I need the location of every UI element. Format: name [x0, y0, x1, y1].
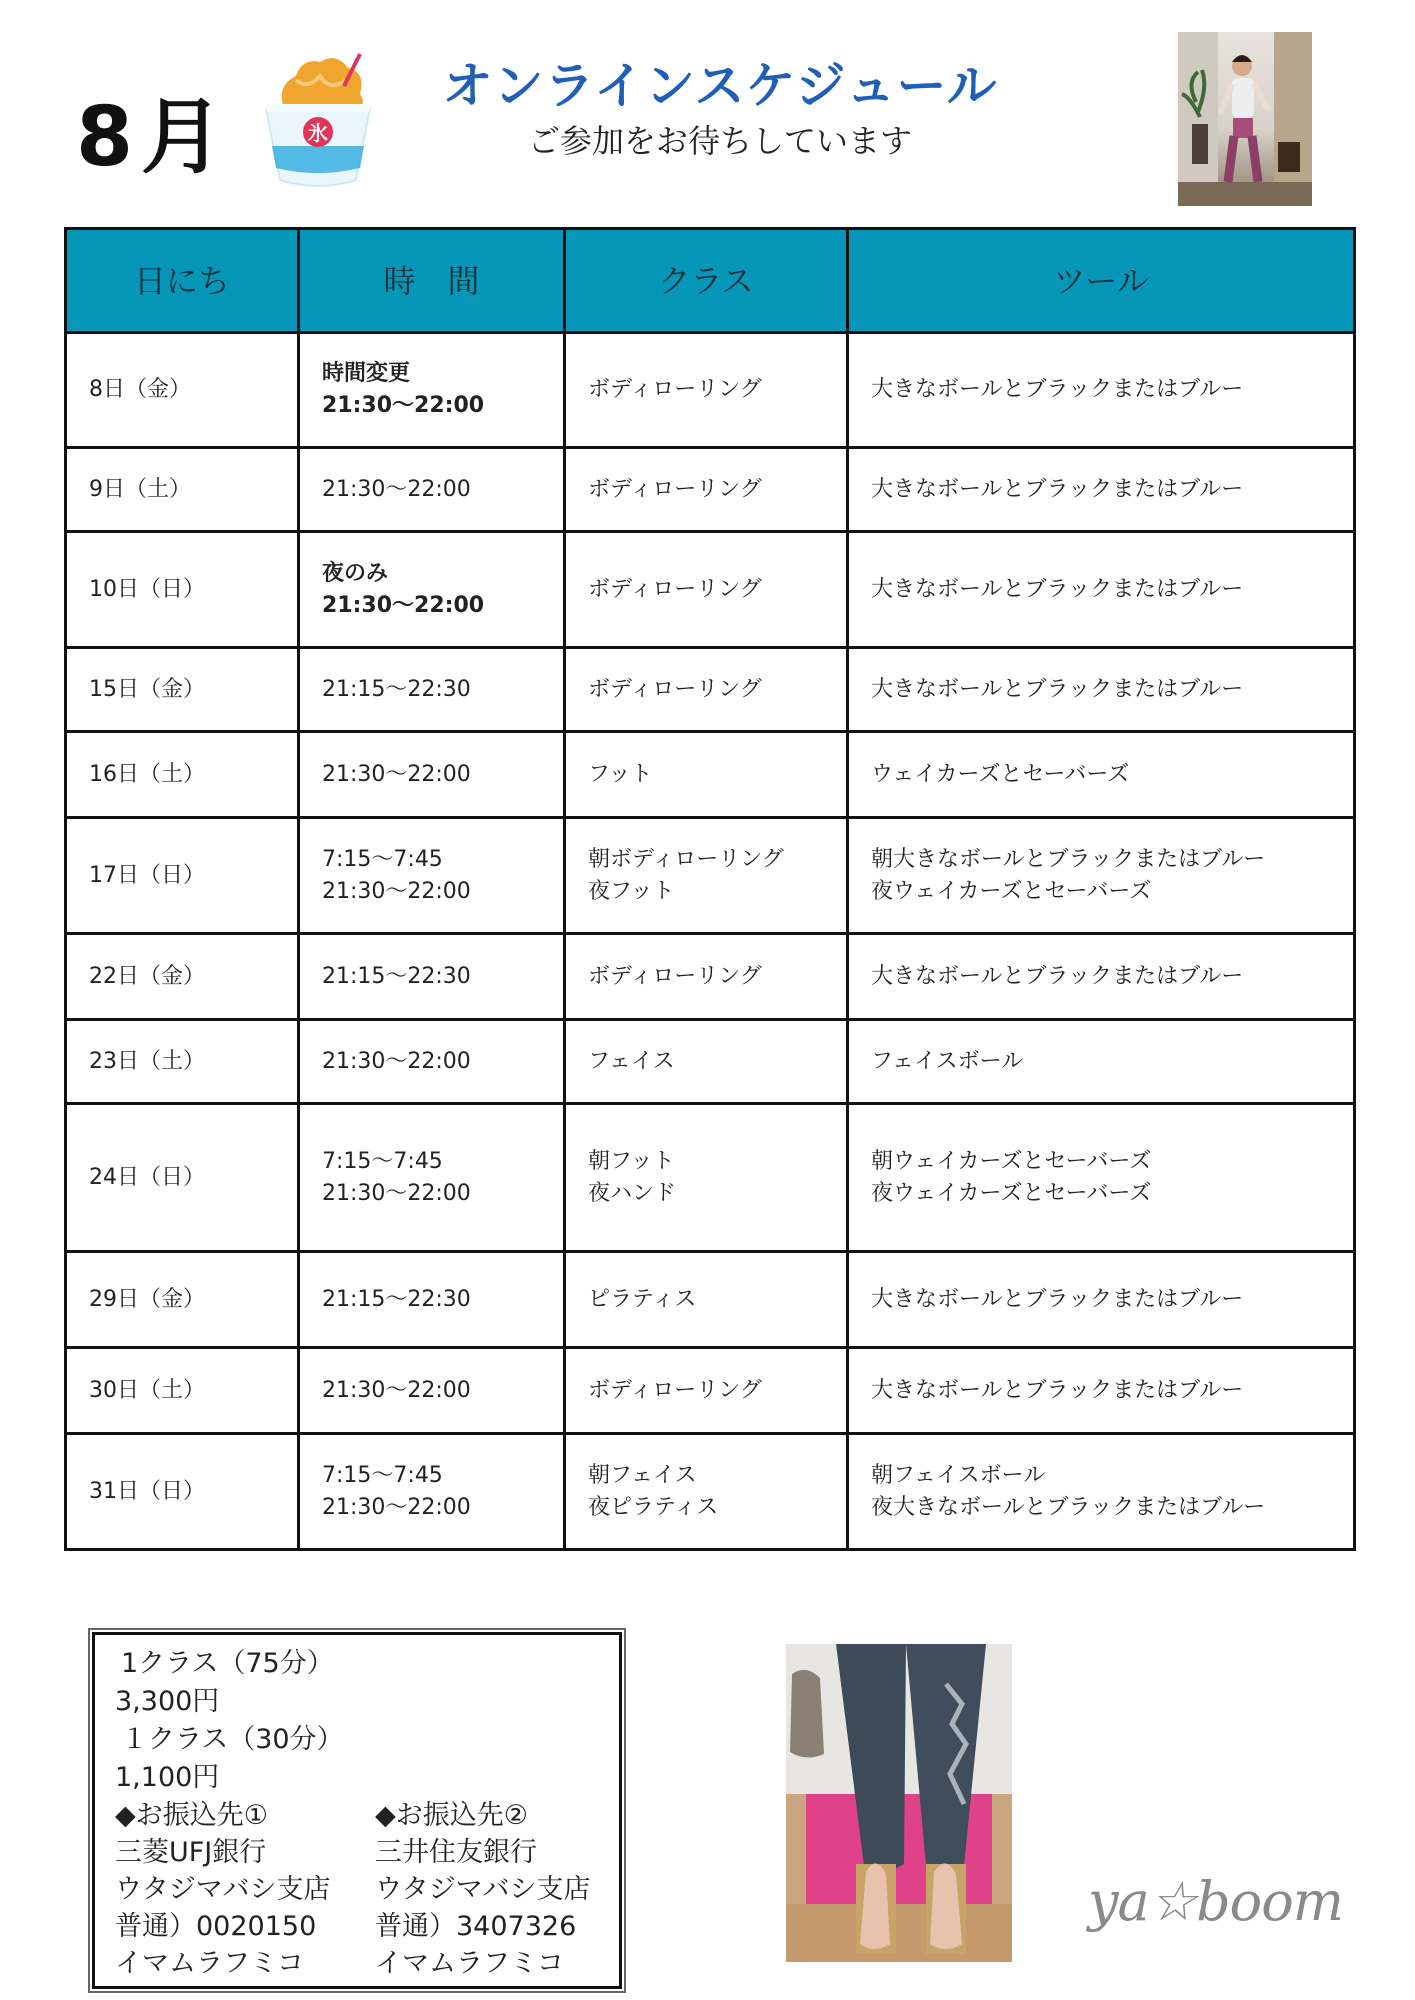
- header-class: クラス: [565, 229, 848, 333]
- date-cell: 31日（日）: [66, 1434, 299, 1550]
- date-cell: 17日（日）: [66, 818, 299, 934]
- date-cell: 29日（金）: [66, 1252, 299, 1348]
- price-line: 3,300円: [115, 1686, 220, 1717]
- class-cell-line: ボディローリング: [588, 1377, 762, 1403]
- date-cell: 30日（土）: [66, 1348, 299, 1434]
- time-cell-line: 時間変更: [322, 361, 411, 386]
- price-line: 1,100円: [115, 1762, 220, 1793]
- class-cell-line: ピラティス: [588, 1286, 697, 1312]
- bank-line: 三菱UFJ銀行: [115, 1837, 267, 1868]
- class-cell-line: ボディローリング: [588, 676, 762, 702]
- class-cell: [565, 1434, 848, 1550]
- class-cell-line: 朝フェイス: [588, 1462, 697, 1488]
- time-cell-line: 21:30〜22:00: [322, 393, 485, 418]
- class-cell: [565, 448, 848, 532]
- tool-cell: [848, 448, 1355, 532]
- schedule-table: [64, 227, 1356, 1551]
- date-cell: 9日（土）: [66, 448, 299, 532]
- tool-cell-line: 大きなボールとブラックまたはブルー: [871, 963, 1244, 989]
- bank-line: ウタジマバシ支店: [115, 1874, 331, 1905]
- bank-account-2: [375, 1797, 590, 1982]
- table-header-row: [66, 229, 1355, 333]
- time-cell-line: 7:15〜7:45: [322, 846, 443, 872]
- tool-cell: [848, 1348, 1355, 1434]
- header-date: 日にち: [66, 229, 299, 333]
- class-cell-line: 夜ピラティス: [588, 1494, 719, 1520]
- bank-line: ウタジマバシ支店: [375, 1874, 591, 1905]
- table-row: [66, 1434, 1355, 1550]
- table-row: [66, 1252, 1355, 1348]
- class-cell-line: フット: [588, 761, 653, 787]
- tool-cell: [848, 818, 1355, 934]
- date-cell: 23日（土）: [66, 1020, 299, 1104]
- price-line: 1クラス（75分）: [121, 1648, 334, 1679]
- class-cell: [565, 1348, 848, 1434]
- time-cell: [299, 1434, 565, 1550]
- class-cell-line: ボディローリング: [588, 963, 762, 989]
- time-cell-line: 7:15〜7:45: [322, 1462, 443, 1488]
- pricing-box: [92, 1632, 622, 1989]
- time-cell: [299, 818, 565, 934]
- tool-cell: [848, 1252, 1355, 1348]
- table-row: [66, 1104, 1355, 1252]
- tool-cell-line: 大きなボールとブラックまたはブルー: [871, 1286, 1244, 1312]
- bank-line: 普通）3407326: [375, 1911, 577, 1942]
- class-cell: [565, 818, 848, 934]
- table-row: [66, 818, 1355, 934]
- class-cell: [565, 732, 848, 818]
- date-cell: 24日（日）: [66, 1104, 299, 1252]
- tool-cell-line: ウェイカーズとセーバーズ: [871, 761, 1130, 787]
- class-cell-line: 朝ボディローリング: [588, 846, 784, 872]
- bank-line: 三井住友銀行: [375, 1837, 537, 1868]
- table-row: [66, 1348, 1355, 1434]
- page-title: オンラインスケジュール: [442, 57, 998, 115]
- tool-cell: [848, 732, 1355, 818]
- tool-cell-line: 朝大きなボールとブラックまたはブルー: [871, 846, 1266, 872]
- tool-cell: [848, 1104, 1355, 1252]
- time-cell-line: 21:30〜22:00: [322, 592, 485, 618]
- tool-cell: [848, 648, 1355, 732]
- page-subtitle: ご参加をお待ちしています: [527, 122, 912, 160]
- date-cell: 15日（金）: [66, 648, 299, 732]
- class-cell: [565, 1252, 848, 1348]
- tool-cell-line: 朝フェイスボール: [871, 1462, 1046, 1488]
- table-row: [66, 648, 1355, 732]
- time-cell-line: 21:30〜22:00: [322, 1048, 471, 1074]
- tool-cell-line: 夜ウェイカーズとセーバーズ: [871, 878, 1152, 904]
- time-cell: [299, 934, 565, 1020]
- table-row: [66, 934, 1355, 1020]
- tool-cell-line: フェイスボール: [871, 1048, 1024, 1074]
- time-cell-line: 21:30〜22:00: [322, 1377, 471, 1403]
- time-cell: [299, 448, 565, 532]
- time-cell-line: 21:30〜22:00: [322, 878, 471, 904]
- tool-cell: [848, 333, 1355, 448]
- time-cell-line: 21:30〜22:00: [322, 761, 471, 787]
- time-cell: [299, 333, 565, 448]
- tool-cell-line: 大きなボールとブラックまたはブルー: [871, 1377, 1244, 1403]
- date-cell: 10日（日）: [66, 532, 299, 648]
- time-cell-line: 21:15〜22:30: [322, 676, 471, 702]
- class-cell: [565, 333, 848, 448]
- table-row: [66, 333, 1355, 448]
- bank-account-1: [115, 1797, 330, 1982]
- ice-label: 氷: [308, 121, 328, 145]
- feet-photo: [786, 1644, 1012, 1962]
- tool-cell: [848, 532, 1355, 648]
- tool-cell-line: 朝ウェイカーズとセーバーズ: [871, 1148, 1152, 1174]
- class-cell-line: 夜フット: [588, 878, 675, 904]
- class-cell-line: 夜ハンド: [588, 1180, 677, 1206]
- date-cell: 8日（金）: [66, 333, 299, 448]
- header-tool: ツール: [848, 229, 1355, 333]
- time-cell: [299, 1348, 565, 1434]
- tool-cell-line: 大きなボールとブラックまたはブルー: [871, 576, 1244, 602]
- class-cell-line: ボディローリング: [588, 476, 762, 502]
- tool-cell-line: 大きなボールとブラックまたはブルー: [871, 377, 1244, 402]
- time-cell: [299, 648, 565, 732]
- month-label: 8月: [76, 90, 232, 185]
- class-cell: [565, 648, 848, 732]
- tool-cell-line: 大きなボールとブラックまたはブルー: [871, 476, 1244, 502]
- time-cell-line: 21:15〜22:30: [322, 963, 471, 989]
- table-row: [66, 448, 1355, 532]
- class-cell: [565, 1020, 848, 1104]
- time-cell-line: 21:30〜22:00: [322, 476, 471, 502]
- bank-line: イマムラフミコ: [375, 1948, 564, 1979]
- time-cell: [299, 532, 565, 648]
- bank-line: 普通）0020150: [115, 1911, 317, 1942]
- instructor-photo: [1178, 32, 1312, 206]
- time-cell-line: 21:15〜22:30: [322, 1286, 471, 1312]
- table-row: [66, 532, 1355, 648]
- time-cell-line: 21:30〜22:00: [322, 1494, 471, 1520]
- time-cell: [299, 1252, 565, 1348]
- tool-cell: [848, 1434, 1355, 1550]
- time-cell-line: 夜のみ: [322, 560, 389, 586]
- class-cell: [565, 532, 848, 648]
- time-cell: [299, 1020, 565, 1104]
- time-cell-line: 7:15〜7:45: [322, 1148, 443, 1174]
- class-cell-line: 朝フット: [588, 1148, 675, 1174]
- class-cell-line: フェイス: [588, 1048, 675, 1074]
- brand-logo: ya☆boom: [1088, 1870, 1343, 1933]
- class-cell: [565, 1104, 848, 1252]
- class-cell-line: ボディローリング: [588, 377, 762, 402]
- date-cell: 22日（金）: [66, 934, 299, 1020]
- bank-line: イマムラフミコ: [115, 1948, 304, 1979]
- bank-line: ◆お振込先②: [375, 1800, 528, 1831]
- class-cell: [565, 934, 848, 1020]
- tool-cell-line: 夜ウェイカーズとセーバーズ: [871, 1180, 1152, 1206]
- class-cell-line: ボディローリング: [588, 576, 762, 602]
- time-cell: [299, 732, 565, 818]
- tool-cell: [848, 1020, 1355, 1104]
- table-row: [66, 1020, 1355, 1104]
- shaved-ice-icon: [256, 46, 380, 188]
- time-cell-line: 21:30〜22:00: [322, 1180, 471, 1206]
- tool-cell: [848, 934, 1355, 1020]
- table-row: [66, 732, 1355, 818]
- tool-cell-line: 夜大きなボールとブラックまたはブルー: [871, 1494, 1266, 1520]
- time-cell: [299, 1104, 565, 1252]
- bank-line: ◆お振込先①: [115, 1800, 268, 1831]
- date-cell: 16日（土）: [66, 732, 299, 818]
- tool-cell-line: 大きなボールとブラックまたはブルー: [871, 676, 1244, 702]
- price-line: １クラス（30分）: [121, 1724, 344, 1755]
- header-time: 時 間: [299, 229, 565, 333]
